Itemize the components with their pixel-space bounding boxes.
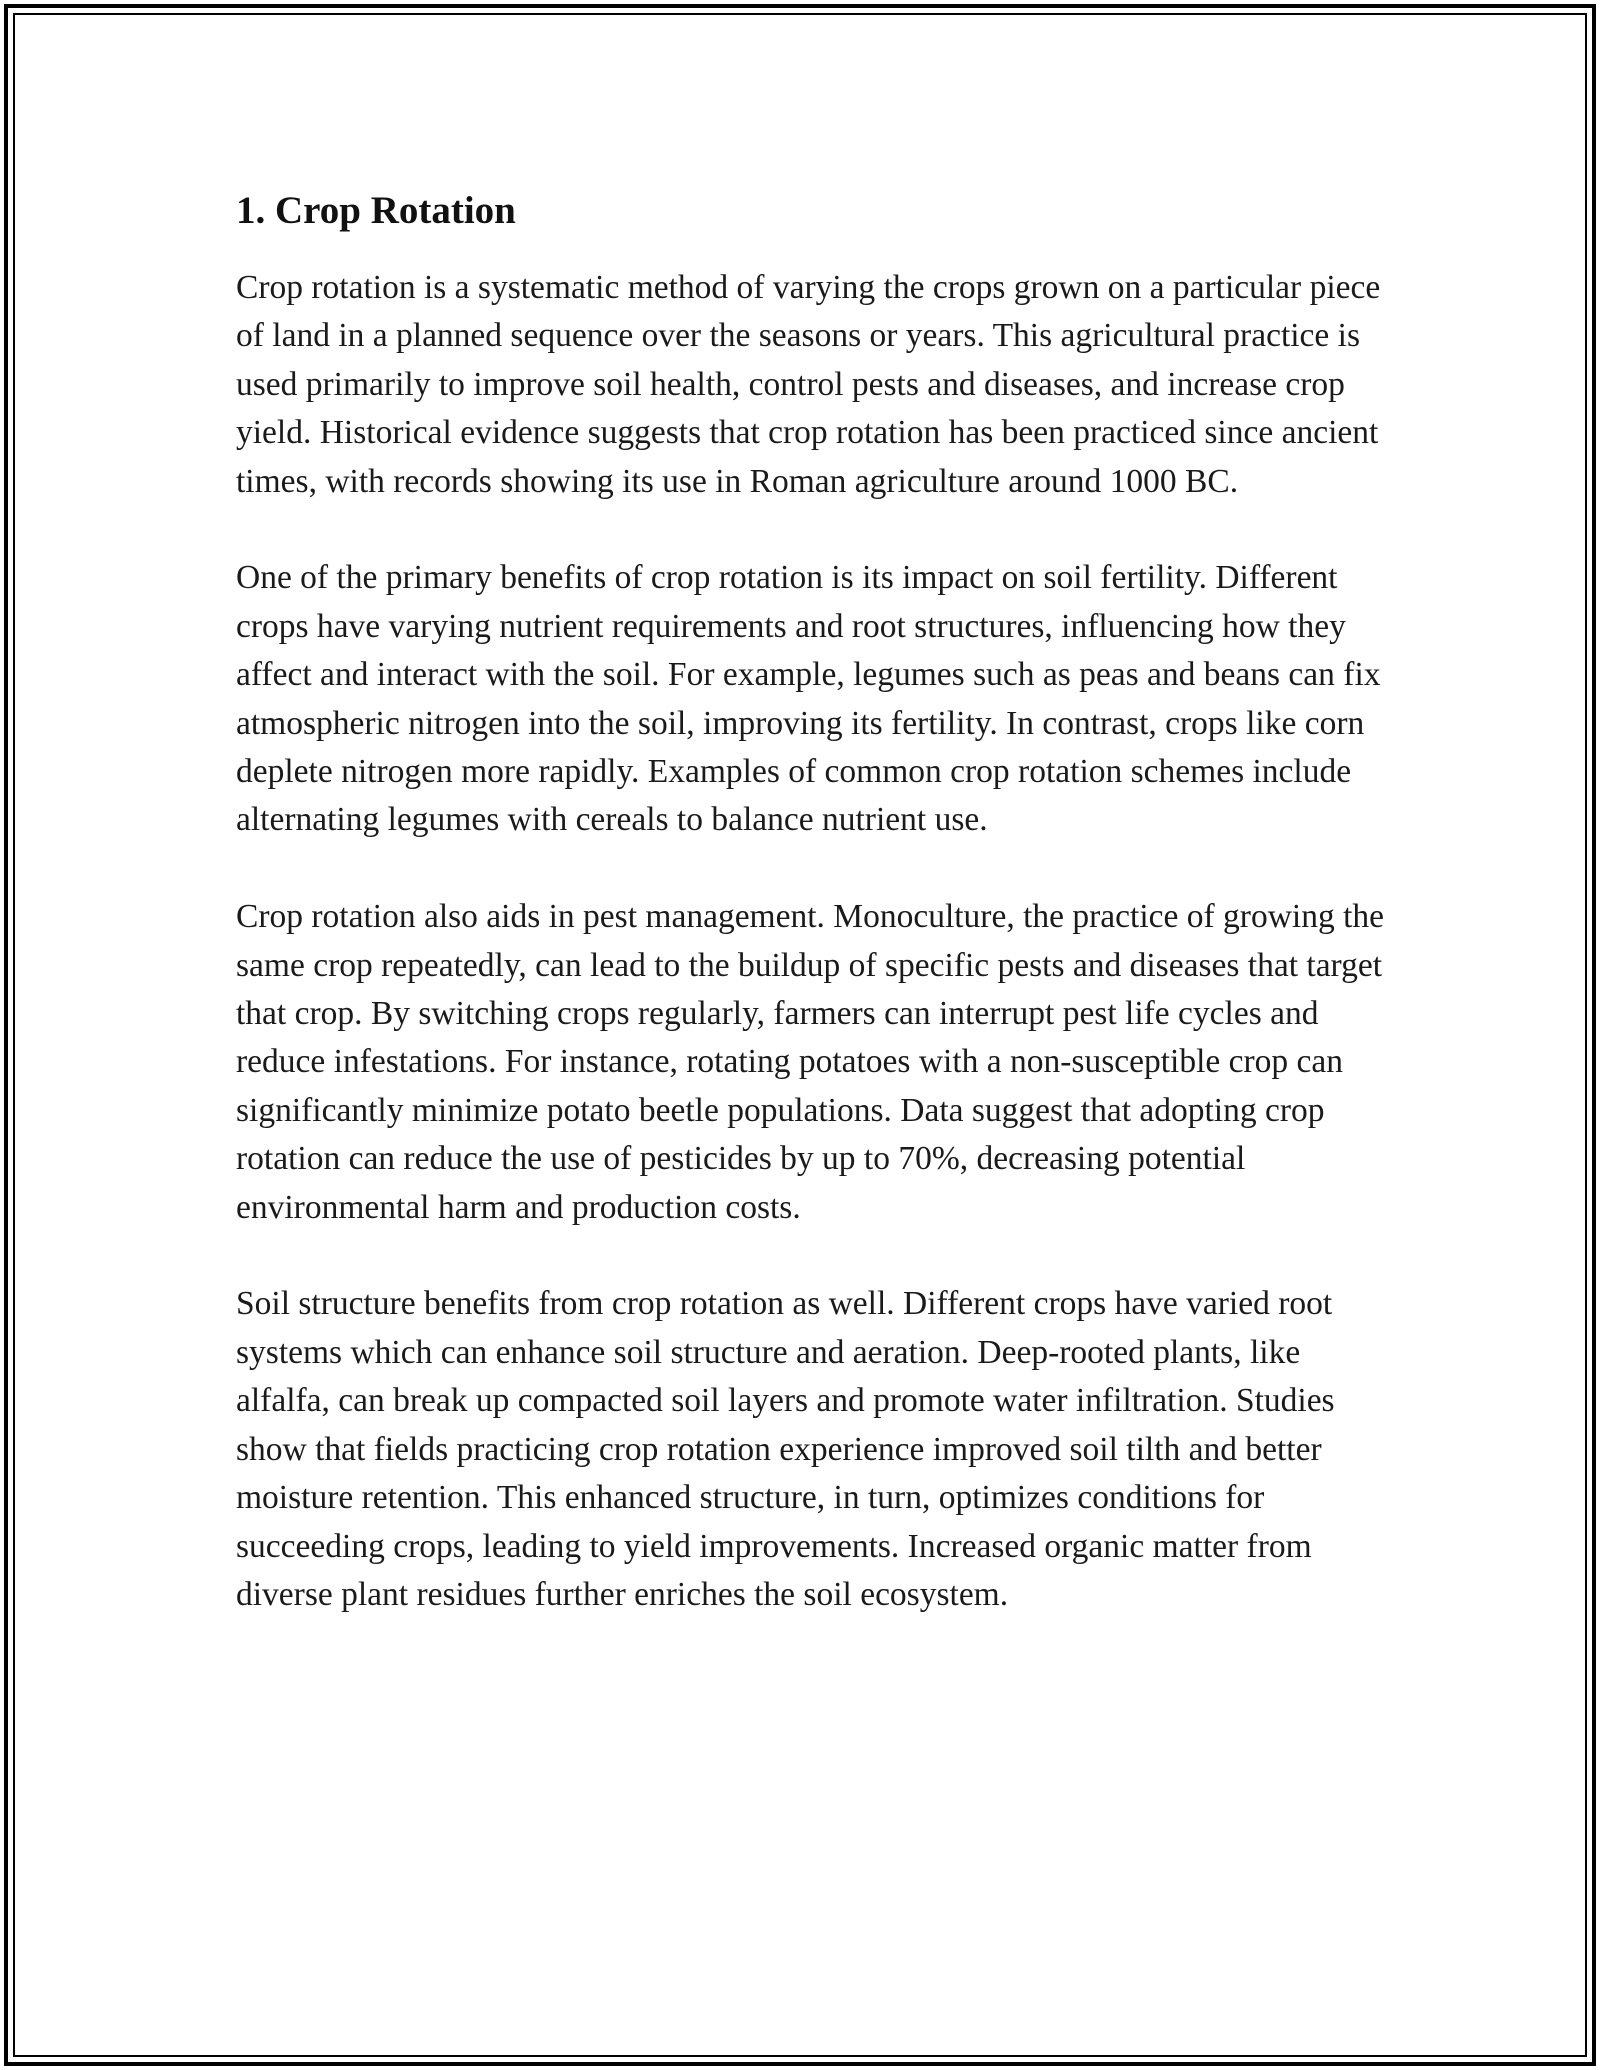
paragraph-soil-fertility: One of the primary benefits of crop rotation is its impact on soil fertility. Different crops have varying nutrient requirements and root structures, influencing how they affect and interact with the soil. For example, legumes such as peas and beans can fix atmospheric nitrogen into the soil, improving its fertility. In contrast, crops like corn deplete nitrogen more rapidly. Examples of common crop rotation schemes include alternating legumes with cereals to balance nutrient use. (236, 559, 1381, 839)
document-body (236, 186, 1386, 1619)
paragraph-pest-management: Crop rotation also aids in pest management. Monoculture, the practice of growing the same crop repeatedly, can lead to the buildup of specific pests and diseases that target that crop. By switching crops regularly, farmers can interrupt pest life cycles and reduce infestations. For instance, rotating potatoes with a non-susceptible crop can significantly minimize potato beetle populations. Data suggest that adopting crop rotation can reduce the use of pesticides by up to 70%, decreasing potential environmental harm and production costs. (236, 898, 1384, 1226)
paragraph-intro: Crop rotation is a systematic method of varying the crops grown on a particular piece of land in a planned sequence over the seasons or years. This agricultural practice is used primarily to improve soil health, control pests and diseases, and increase crop yield. Historical evidence suggests that crop rotation has been practiced since ancient times, with records showing its use in Roman agriculture around 1000 BC. (236, 269, 1381, 500)
section-heading: 1. Crop Rotation (236, 189, 516, 232)
paragraph-soil-structure: Soil structure benefits from crop rotation as well. Different crops have varied root systems which can enhance soil structure and aeration. Deep-rooted plants, like alfalfa, can break up compacted soil layers and promote water infiltration. Studies show that fields practicing crop rotation experience improved soil tilth and better moisture retention. This enhanced structure, in turn, optimizes conditions for succeeding crops, leading to yield improvements. Increased organic matter from diverse plant residues further enriches the soil ecosystem. (236, 1285, 1335, 1613)
